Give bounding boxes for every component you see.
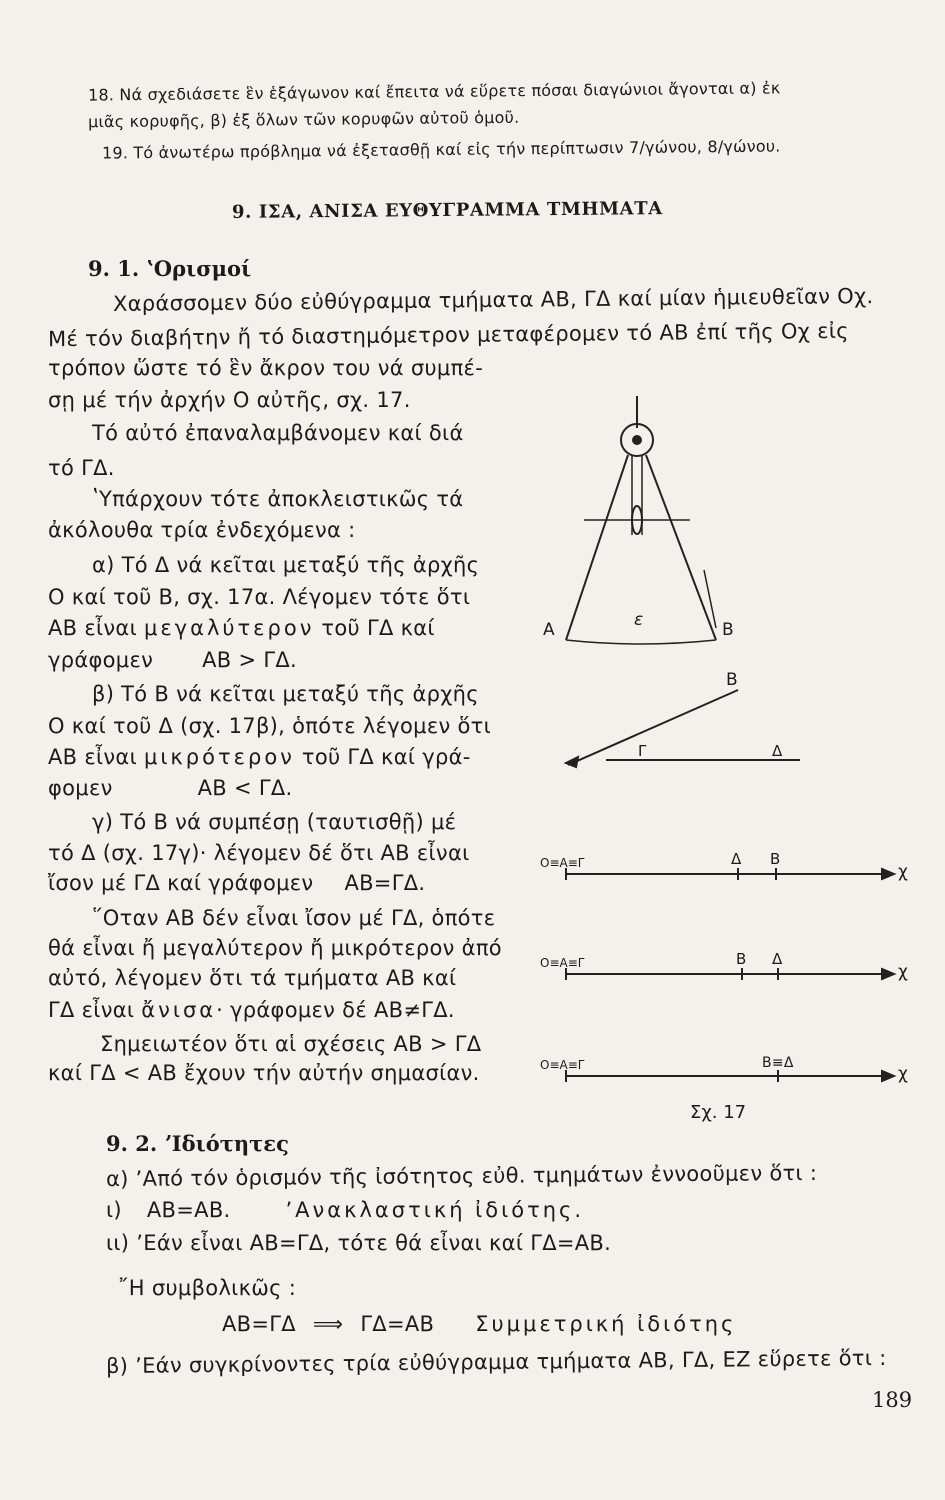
property-reflexive: ι) ΑΒ=ΑΒ. ʼΑνακλαστική ἰδιότης. [106,1198,585,1222]
ray-b-origin-label: Ο≡Α≡Γ [540,956,585,970]
ray-b-x-label: χ [898,962,909,982]
exercise-18-line-2: μιᾶς κορυφῆς, β) ἐξ ὅλων τῶν κορυφῶν αὐτοῦ ὁμοῦ. [87,107,520,132]
property-intro: α) ʼΑπό τόν ὁρισμόν τῆς ἰσότητος εὐθ. τμημάτων ἐννοοῦμεν ὅτι : [105,1160,818,1192]
def-line: ʽΥπάρχουν τότε ἀποκλειστικῶς τά [92,487,464,511]
case-b-line: β) Τό Β νά κεῖται μεταξύ τῆς ἀρχῆς [92,682,479,706]
compass-label-a: Α [543,620,555,640]
ray-a-d-label: Δ [731,850,742,868]
figure-caption: Σχ. 17 [690,1102,747,1123]
unequal-line: ΓΔ εἶναι ἄνισα· γράφομεν δέ ΑΒ≠ΓΔ. [48,998,455,1022]
def-line: Χαράσσομεν δύο εὐθύγραμμα τμήματα ΑΒ, ΓΔ καί μίαν ἡμιευθεῖαν Οχ. [112,284,874,316]
case-a-line: α) Τό Δ νά κεῖται μεταξύ τῆς ἀρχῆς [92,553,480,577]
ray-b-arrow [882,969,894,979]
note-line: καί ΓΔ < ΑΒ ἔχουν τήν αὐτήν σημασίαν. [48,1061,480,1085]
ray-a-b-label: Β [770,850,781,868]
def-line: τρόπον ὥστε τό ἓν ἄκρον του νά συμπέ- [48,356,484,380]
case-a-line: ΑΒ εἶναι μεγαλύτερον τοῦ ΓΔ καί [48,616,435,640]
unequal-line: θά εἶναι ἤ μεγαλύτερον ἤ μικρότερον ἀπό [48,936,502,960]
ray-a-origin-label: Ο≡Α≡Γ [540,856,585,870]
case-a-line: Ο καί τοῦ Β, σχ. 17α. Λέγομεν τότε ὅτι [48,585,471,609]
page-number: 189 [872,1388,913,1412]
segment-label-b: Β [726,670,738,690]
compass-pivot [633,436,641,444]
segment-ab-endpoint [566,757,578,767]
symbolic-intro: ῎Η συμβολικῶς : [118,1276,297,1300]
compass-label-b: Β [722,620,734,640]
def-line: σῃ μέ τήν ἀρχήν Ο αὐτῆς, σχ. 17. [48,388,411,412]
compass-left-leg [566,455,628,640]
segment-label-d: Δ [772,742,783,760]
property-symmetric-statement: ιι) ʼΕάν εἶναι ΑΒ=ΓΔ, τότε θά εἶναι καί ΓΔ=ΑΒ. [106,1231,612,1255]
exercise-19: 19. Τό ἀνωτέρω πρόβλημα νά ἐξετασθῇ καί εἰς τήν περίπτωσιν 7/γώνου, 8/γώνου. [101,136,781,163]
case-b-line: ΑΒ εἶναι μικρότερον τοῦ ΓΔ καί γρά- [48,745,471,769]
case-c-line: γ) Τό Β νά συμπέσῃ (ταυτισθῇ) μέ [92,810,457,834]
unequal-line: ῞Οταν ΑΒ δέν εἶναι ἴσον μέ ΓΔ, ὁπότε [92,906,496,930]
section-title: 9. ΙΣΑ, ΑΝΙΣΑ ΕΥΘΥΓΡΑΜΜΑ ΤΜΗΜΑΤΑ [231,198,663,223]
def-line: τό ΓΔ. [48,456,115,480]
ray-b-d-label: Δ [772,950,783,968]
compass-right-leg [646,455,716,640]
case-c-line: ἴσον μέ ΓΔ καί γράφομεν ΑΒ=ΓΔ. [48,871,426,895]
note-line: Σημειωτέον ὅτι αἱ σχέσεις ΑΒ > ΓΔ [100,1032,482,1056]
case-b-line: Ο καί τοῦ Δ (σχ. 17β), ὁπότε λέγομεν ὅτι [48,714,491,738]
segment-ab [568,690,738,765]
subsection-definitions: 9. 1. ʽΟρισμοί [88,256,252,281]
def-line: ἀκόλουθα τρία ἐνδεχόμενα : [48,518,356,542]
exercise-18-line-1: 18. Νά σχεδιάσετε ἓν ἑξάγωνον καί ἔπειτα νά εὕρετε πόσαι διαγώνιοι ἄγονται α) ἐκ [87,78,781,105]
ray-c-x-label: χ [898,1064,909,1084]
def-line: Τό αὐτό ἐπαναλαμβάνομεν καί διά [92,421,464,445]
ray-a-x-label: χ [898,862,909,882]
case-b-line: φομεν ΑΒ < ΓΔ. [48,776,293,800]
ray-c-arrow [882,1071,894,1081]
segment-label-g: Γ [638,742,647,760]
compass-needle [704,570,716,628]
ray-c-origin-label: Ο≡Α≡Γ [540,1058,585,1072]
ray-c-bd-label: Β≡Δ [762,1055,794,1071]
case-a-line: γράφομεν ΑΒ > ΓΔ. [48,648,297,672]
ray-a-arrow [882,869,894,879]
case-c-line: τό Δ (σχ. 17γ)· λέγομεν δέ ὅτι ΑΒ εἶναι [48,841,470,865]
subsection-properties: 9. 2. ʼΙδιότητες [106,1131,289,1156]
property-symmetric-symbolic: ΑΒ=ΓΔ ⟹ ΓΔ=ΑΒ Συμμετρική ἰδιότης [222,1312,737,1336]
ray-b-b-label: Β [736,950,747,968]
unequal-line: αὐτό, λέγομεν ὅτι τά τμήματα ΑΒ καί [48,966,457,990]
property-beta: β) ʼΕάν συγκρίνοντες τρία εὐθύγραμμα τμήματα ΑΒ, ΓΔ, ΕΖ εὕρετε ὅτι : [105,1345,887,1379]
def-line: Μέ τόν διαβήτην ἤ τό διαστημόμετρον μεταφέρομεν τό ΑΒ ἐπί τῆς Οχ εἰς [47,318,849,352]
compass-label-epsilon: ε [634,610,644,630]
compass-arc [566,640,716,644]
